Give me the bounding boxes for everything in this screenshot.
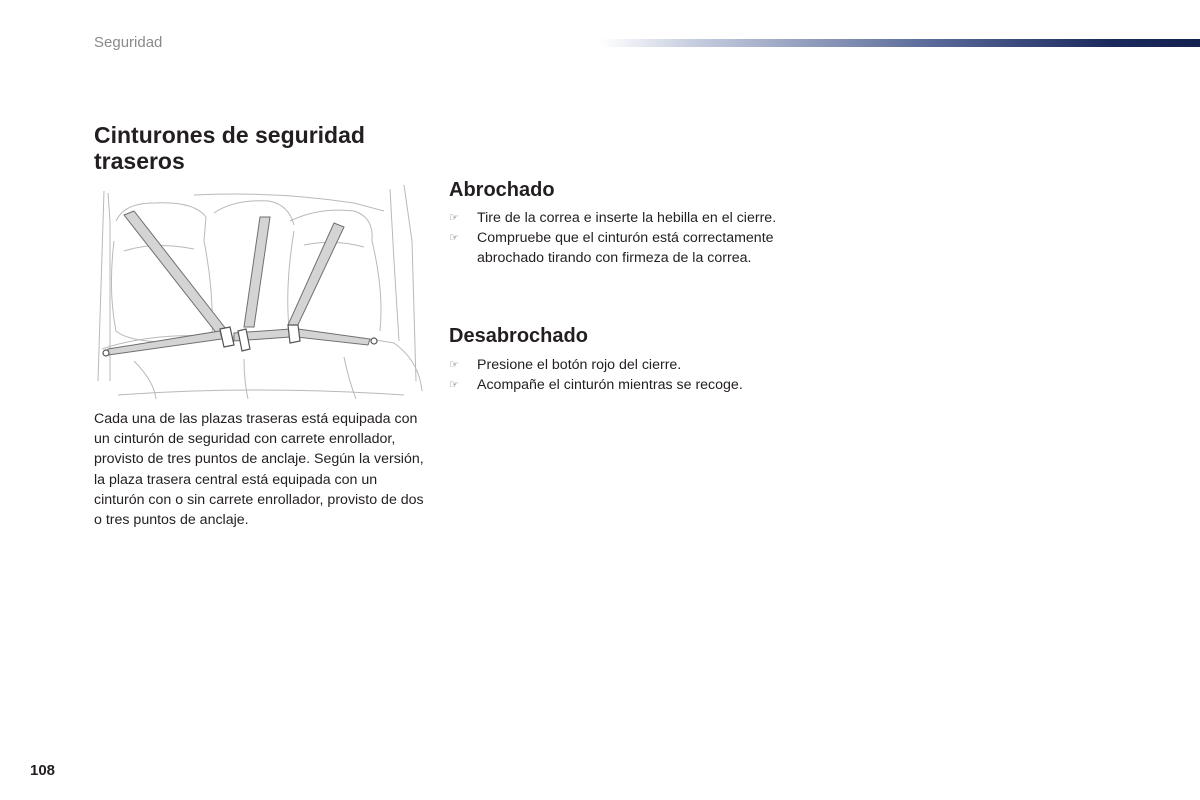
list-item: [449, 208, 779, 228]
list-item: [449, 355, 779, 375]
list-item: [449, 228, 779, 268]
hand-pointer-icon: ☞: [449, 231, 459, 245]
step-text: Tire de la correa e inserte la hebilla en el cierre.: [477, 210, 777, 226]
step-text: Presione el botón rojo del cierre.: [477, 357, 682, 373]
fasten-heading: Abrochado: [449, 179, 555, 201]
header-gradient-bar: [600, 39, 1200, 47]
running-head: Seguridad: [94, 34, 163, 51]
fasten-steps-list: [449, 208, 779, 269]
hand-pointer-icon: ☞: [449, 211, 459, 224]
step-text: Acompañe el cinturón mientras se recoge.: [477, 377, 743, 394]
rear-seat-drawing: [94, 181, 424, 401]
intro-paragraph: Cada una de las plazas traseras está equipada con un cinturón de seguridad con carrete enrollador, provisto de tres puntos de anclaje. Según la versión, la plaza trasera central está equipada con un cinturón con o sin carrete enrollador, provisto de dos o tres puntos de anclaje.: [94, 411, 424, 529]
page-number: 108: [30, 762, 56, 779]
section-title: Cinturones de seguridad traseros: [94, 122, 365, 174]
hand-pointer-icon: ☞: [449, 378, 459, 392]
unfasten-steps-list: [449, 355, 779, 395]
step-text: Compruebe que el cinturón está correctamente abrochado tirando con firmeza de la correa.: [477, 230, 774, 267]
list-item: [449, 375, 779, 395]
rear-seat-belts-illustration: [94, 181, 424, 401]
hand-pointer-icon: ☞: [449, 358, 459, 371]
unfasten-heading: Desabrochado: [449, 325, 588, 347]
